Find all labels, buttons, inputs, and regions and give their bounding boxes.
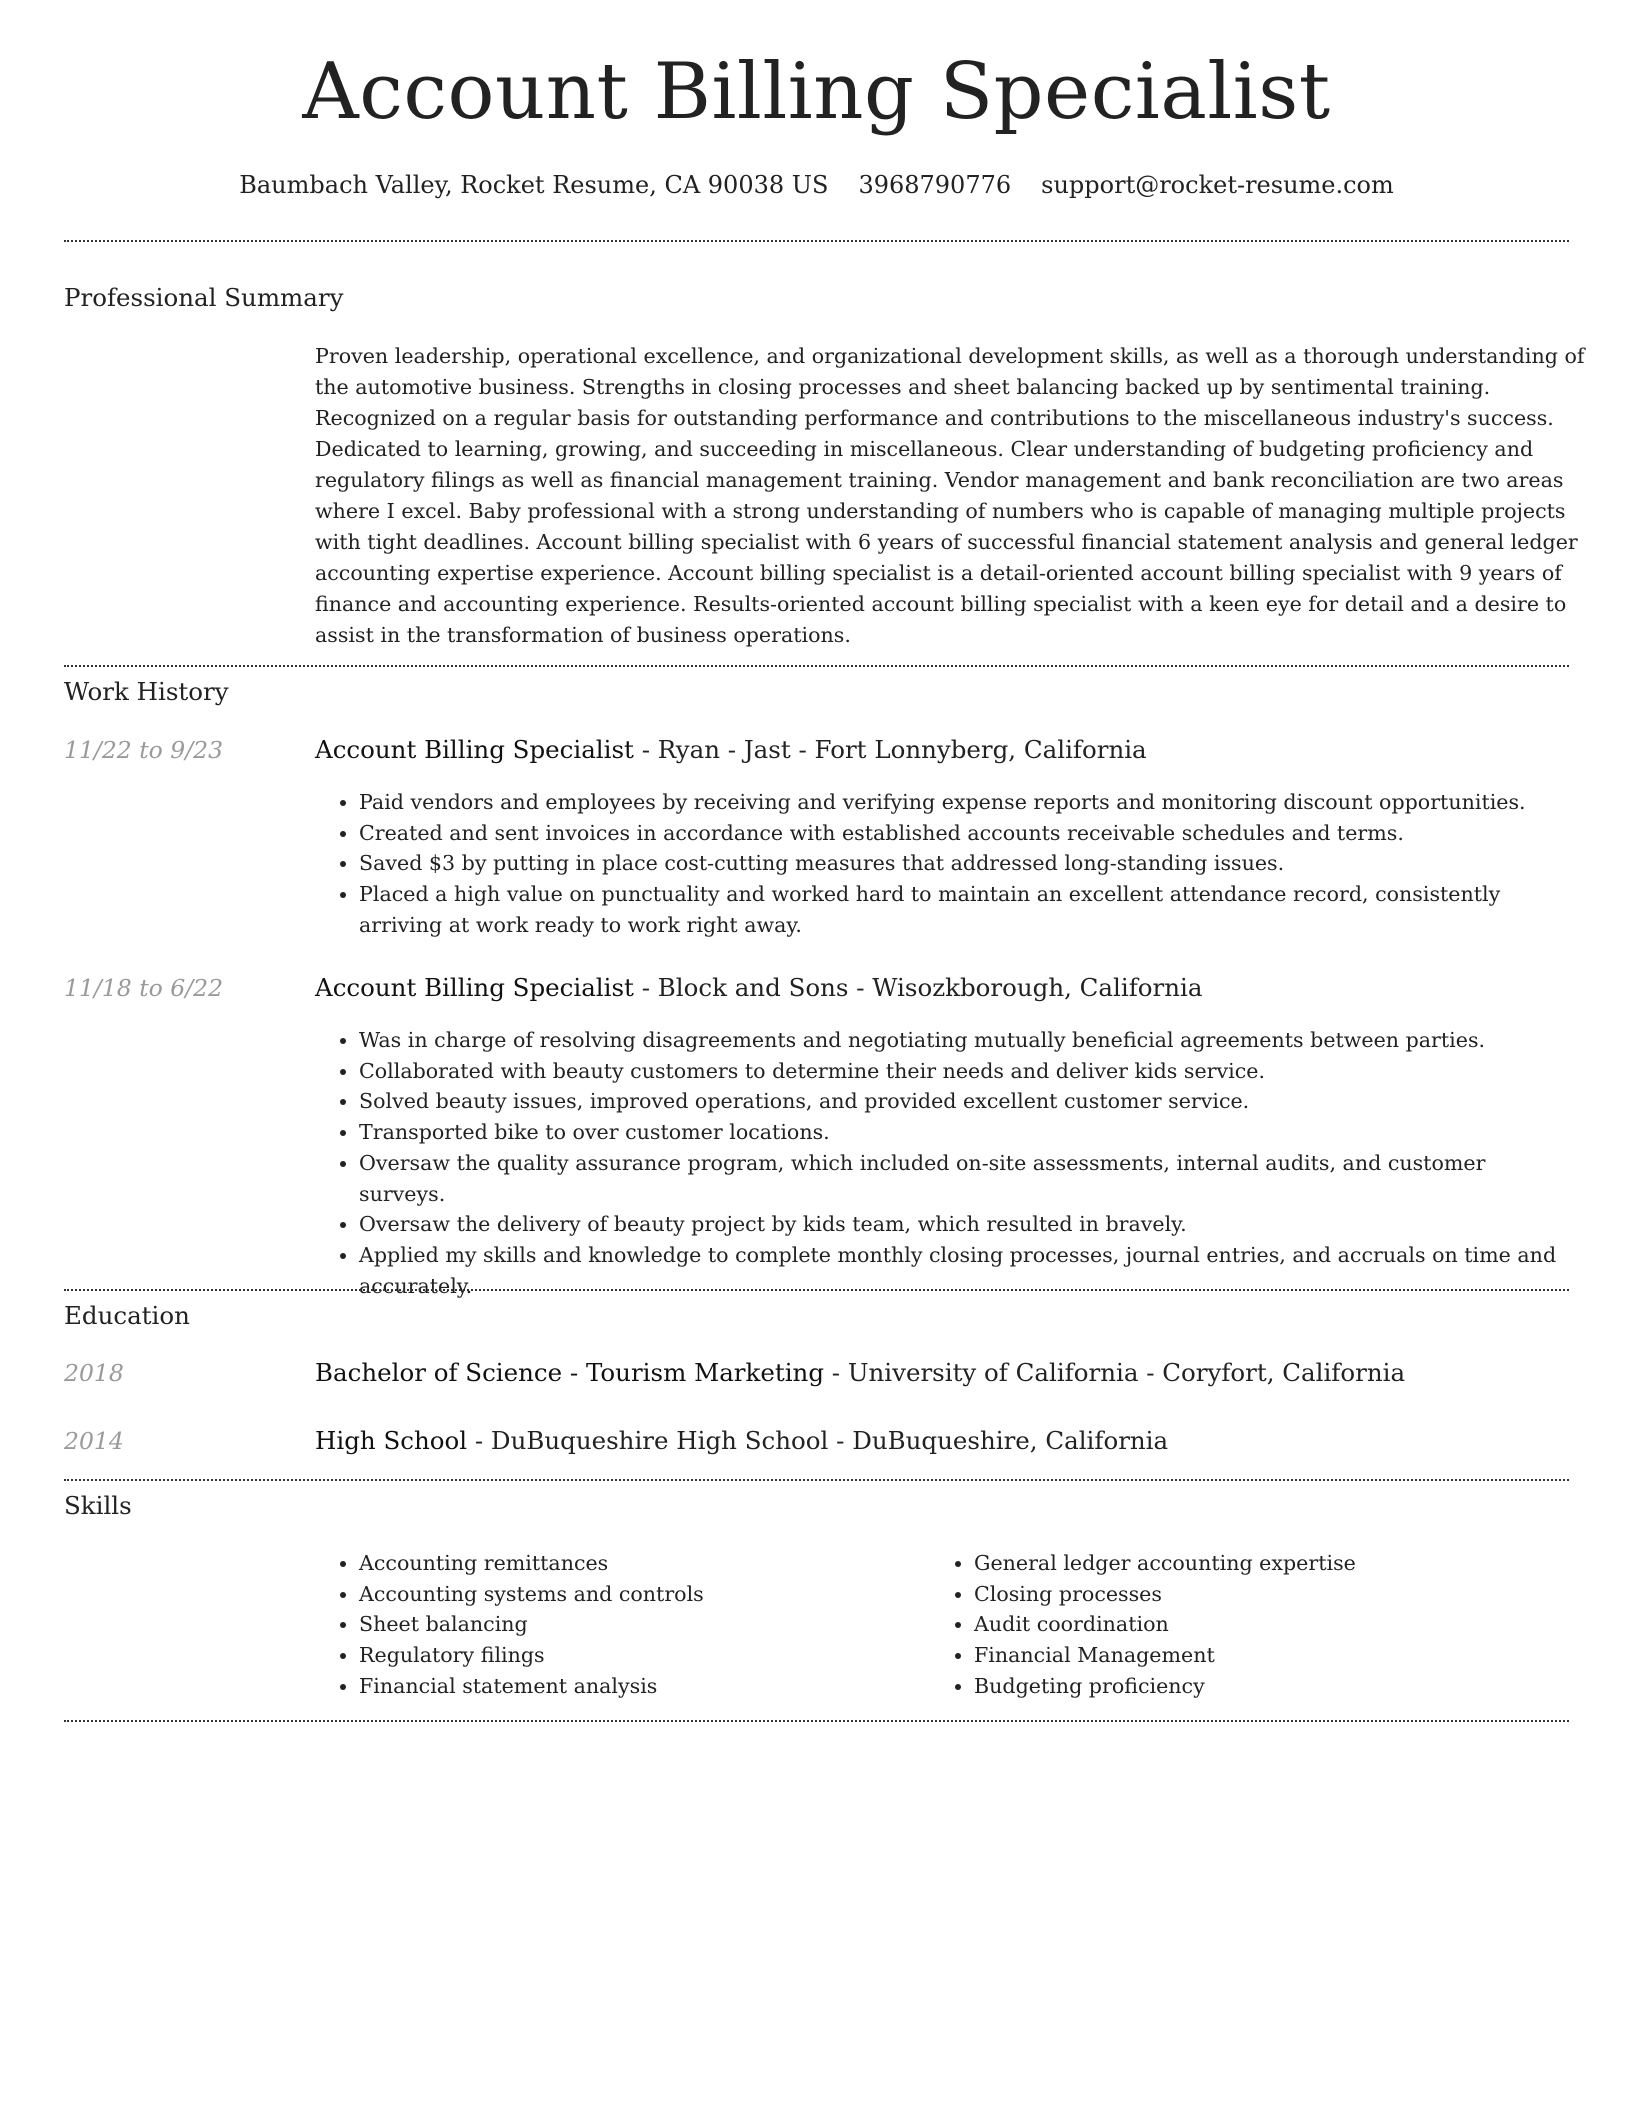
education-heading	[315, 1426, 1168, 1455]
divider	[64, 665, 1569, 667]
skills-list-right	[930, 1548, 1574, 1702]
candidate-name: Account Billing Specialist	[302, 47, 1331, 137]
divider	[64, 1479, 1569, 1481]
list-item: • Oversaw the quality assurance program, which included on-site assessments, internal audits, and customer surveys.	[359, 1148, 1569, 1209]
skill-item: • Audit coordination	[974, 1609, 1574, 1640]
education-details: - University of California - Coryfort, California	[824, 1358, 1406, 1387]
skill-item: • Accounting remittances	[359, 1548, 919, 1579]
skill-item: • Closing processes	[974, 1579, 1574, 1610]
list-item: • Was in charge of resolving disagreements and negotiating mutually beneficial agreements between parties.	[359, 1025, 1569, 1056]
summary-line: accounting expertise experience. Account billing specialist is a detail-oriented account billing specialist with 9 years of	[315, 561, 1562, 585]
skill-item: • General ledger accounting expertise	[974, 1548, 1574, 1579]
section-title-summary: Professional Summary	[64, 283, 344, 312]
list-item: • Paid vendors and employees by receiving and verifying expense reports and monitoring discount opportunities.	[359, 787, 1569, 818]
skill-item: • Budgeting proficiency	[974, 1671, 1574, 1702]
education-year: 2014	[64, 1427, 124, 1455]
skill-item: • Financial Management	[974, 1640, 1574, 1671]
job-role: Account Billing Specialist	[315, 735, 634, 764]
job-role: Account Billing Specialist	[315, 973, 634, 1002]
education-heading	[315, 1358, 1405, 1387]
list-item: • Placed a high value on punctuality and worked hard to maintain an excellent attendance record, consistently arriving at work ready to work right away.	[359, 879, 1569, 940]
skill-item: • Financial statement analysis	[359, 1671, 919, 1702]
contact-address: Baumbach Valley, Rocket Resume, CA 90038 US	[239, 171, 829, 199]
job-heading	[315, 973, 1202, 1002]
job-heading	[315, 735, 1147, 764]
summary-line: with tight deadlines. Account billing specialist with 6 years of successful financial statement analysis and general ledger	[315, 530, 1578, 554]
job-bullets	[315, 1025, 1569, 1301]
summary-line: the automotive business. Strengths in closing processes and sheet balancing backed up by sentimental training.	[315, 375, 1491, 399]
list-item: • Transported bike to over customer locations.	[359, 1117, 1569, 1148]
education-details: - DuBuqueshire High School - DuBuqueshire, California	[467, 1426, 1169, 1455]
contact-line	[64, 171, 1569, 199]
skill-item: • Sheet balancing	[359, 1609, 919, 1640]
divider	[64, 1720, 1569, 1722]
list-item: • Solved beauty issues, improved operations, and provided excellent customer service.	[359, 1086, 1569, 1117]
job-dates: 11/22 to 9/23	[64, 736, 224, 764]
list-item: • Created and sent invoices in accordance with established accounts receivable schedules and terms.	[359, 818, 1569, 849]
list-item: • Applied my skills and knowledge to complete monthly closing processes, journal entries, and accruals on time and accurately.	[359, 1240, 1569, 1301]
contact-phone: 3968790776	[858, 171, 1012, 199]
summary-line: Proven leadership, operational excellence, and organizational development skills, as well as a thorough understanding of	[315, 344, 1585, 368]
job-dates: 11/18 to 6/22	[64, 974, 224, 1002]
section-title-skills: Skills	[64, 1491, 132, 1520]
education-degree: Bachelor of Science - Tourism Marketing	[315, 1358, 824, 1387]
divider	[64, 1289, 1569, 1291]
summary-line: where I excel. Baby professional with a strong understanding of numbers who is capable of managing multiple projects	[315, 499, 1566, 523]
list-item: • Collaborated with beauty customers to determine their needs and deliver kids service.	[359, 1056, 1569, 1087]
skill-item: • Regulatory filings	[359, 1640, 919, 1671]
job-bullets	[315, 787, 1569, 941]
contact-email: support@rocket-resume.com	[1041, 171, 1394, 199]
summary-line: Dedicated to learning, growing, and succeeding in miscellaneous. Clear understanding of budgeting proficiency and	[315, 437, 1534, 461]
section-title-work: Work History	[64, 677, 229, 706]
education-degree: High School	[315, 1426, 468, 1455]
job-details: - Ryan - Jast - Fort Lonnyberg, California	[633, 735, 1147, 764]
skill-item: • Accounting systems and controls	[359, 1579, 919, 1610]
summary-text	[315, 341, 1615, 651]
summary-line: assist in the transformation of business operations.	[315, 623, 851, 647]
divider	[64, 240, 1569, 242]
list-item: • Oversaw the delivery of beauty project by kids team, which resulted in bravely.	[359, 1209, 1569, 1240]
education-year: 2018	[64, 1359, 124, 1387]
section-title-education: Education	[64, 1301, 190, 1330]
summary-line: regulatory filings as well as financial management training. Vendor management and bank reconciliation are two areas	[315, 468, 1564, 492]
summary-line: Recognized on a regular basis for outstanding performance and contributions to the miscellaneous industry's success.	[315, 406, 1554, 430]
summary-line: finance and accounting experience. Results-oriented account billing specialist with a keen eye for detail and a desire to	[315, 592, 1567, 616]
list-item: • Saved $3 by putting in place cost-cutting measures that addressed long-standing issues.	[359, 848, 1569, 879]
job-details: - Block and Sons - Wisozkborough, California	[633, 973, 1203, 1002]
skills-list-left	[315, 1548, 919, 1702]
